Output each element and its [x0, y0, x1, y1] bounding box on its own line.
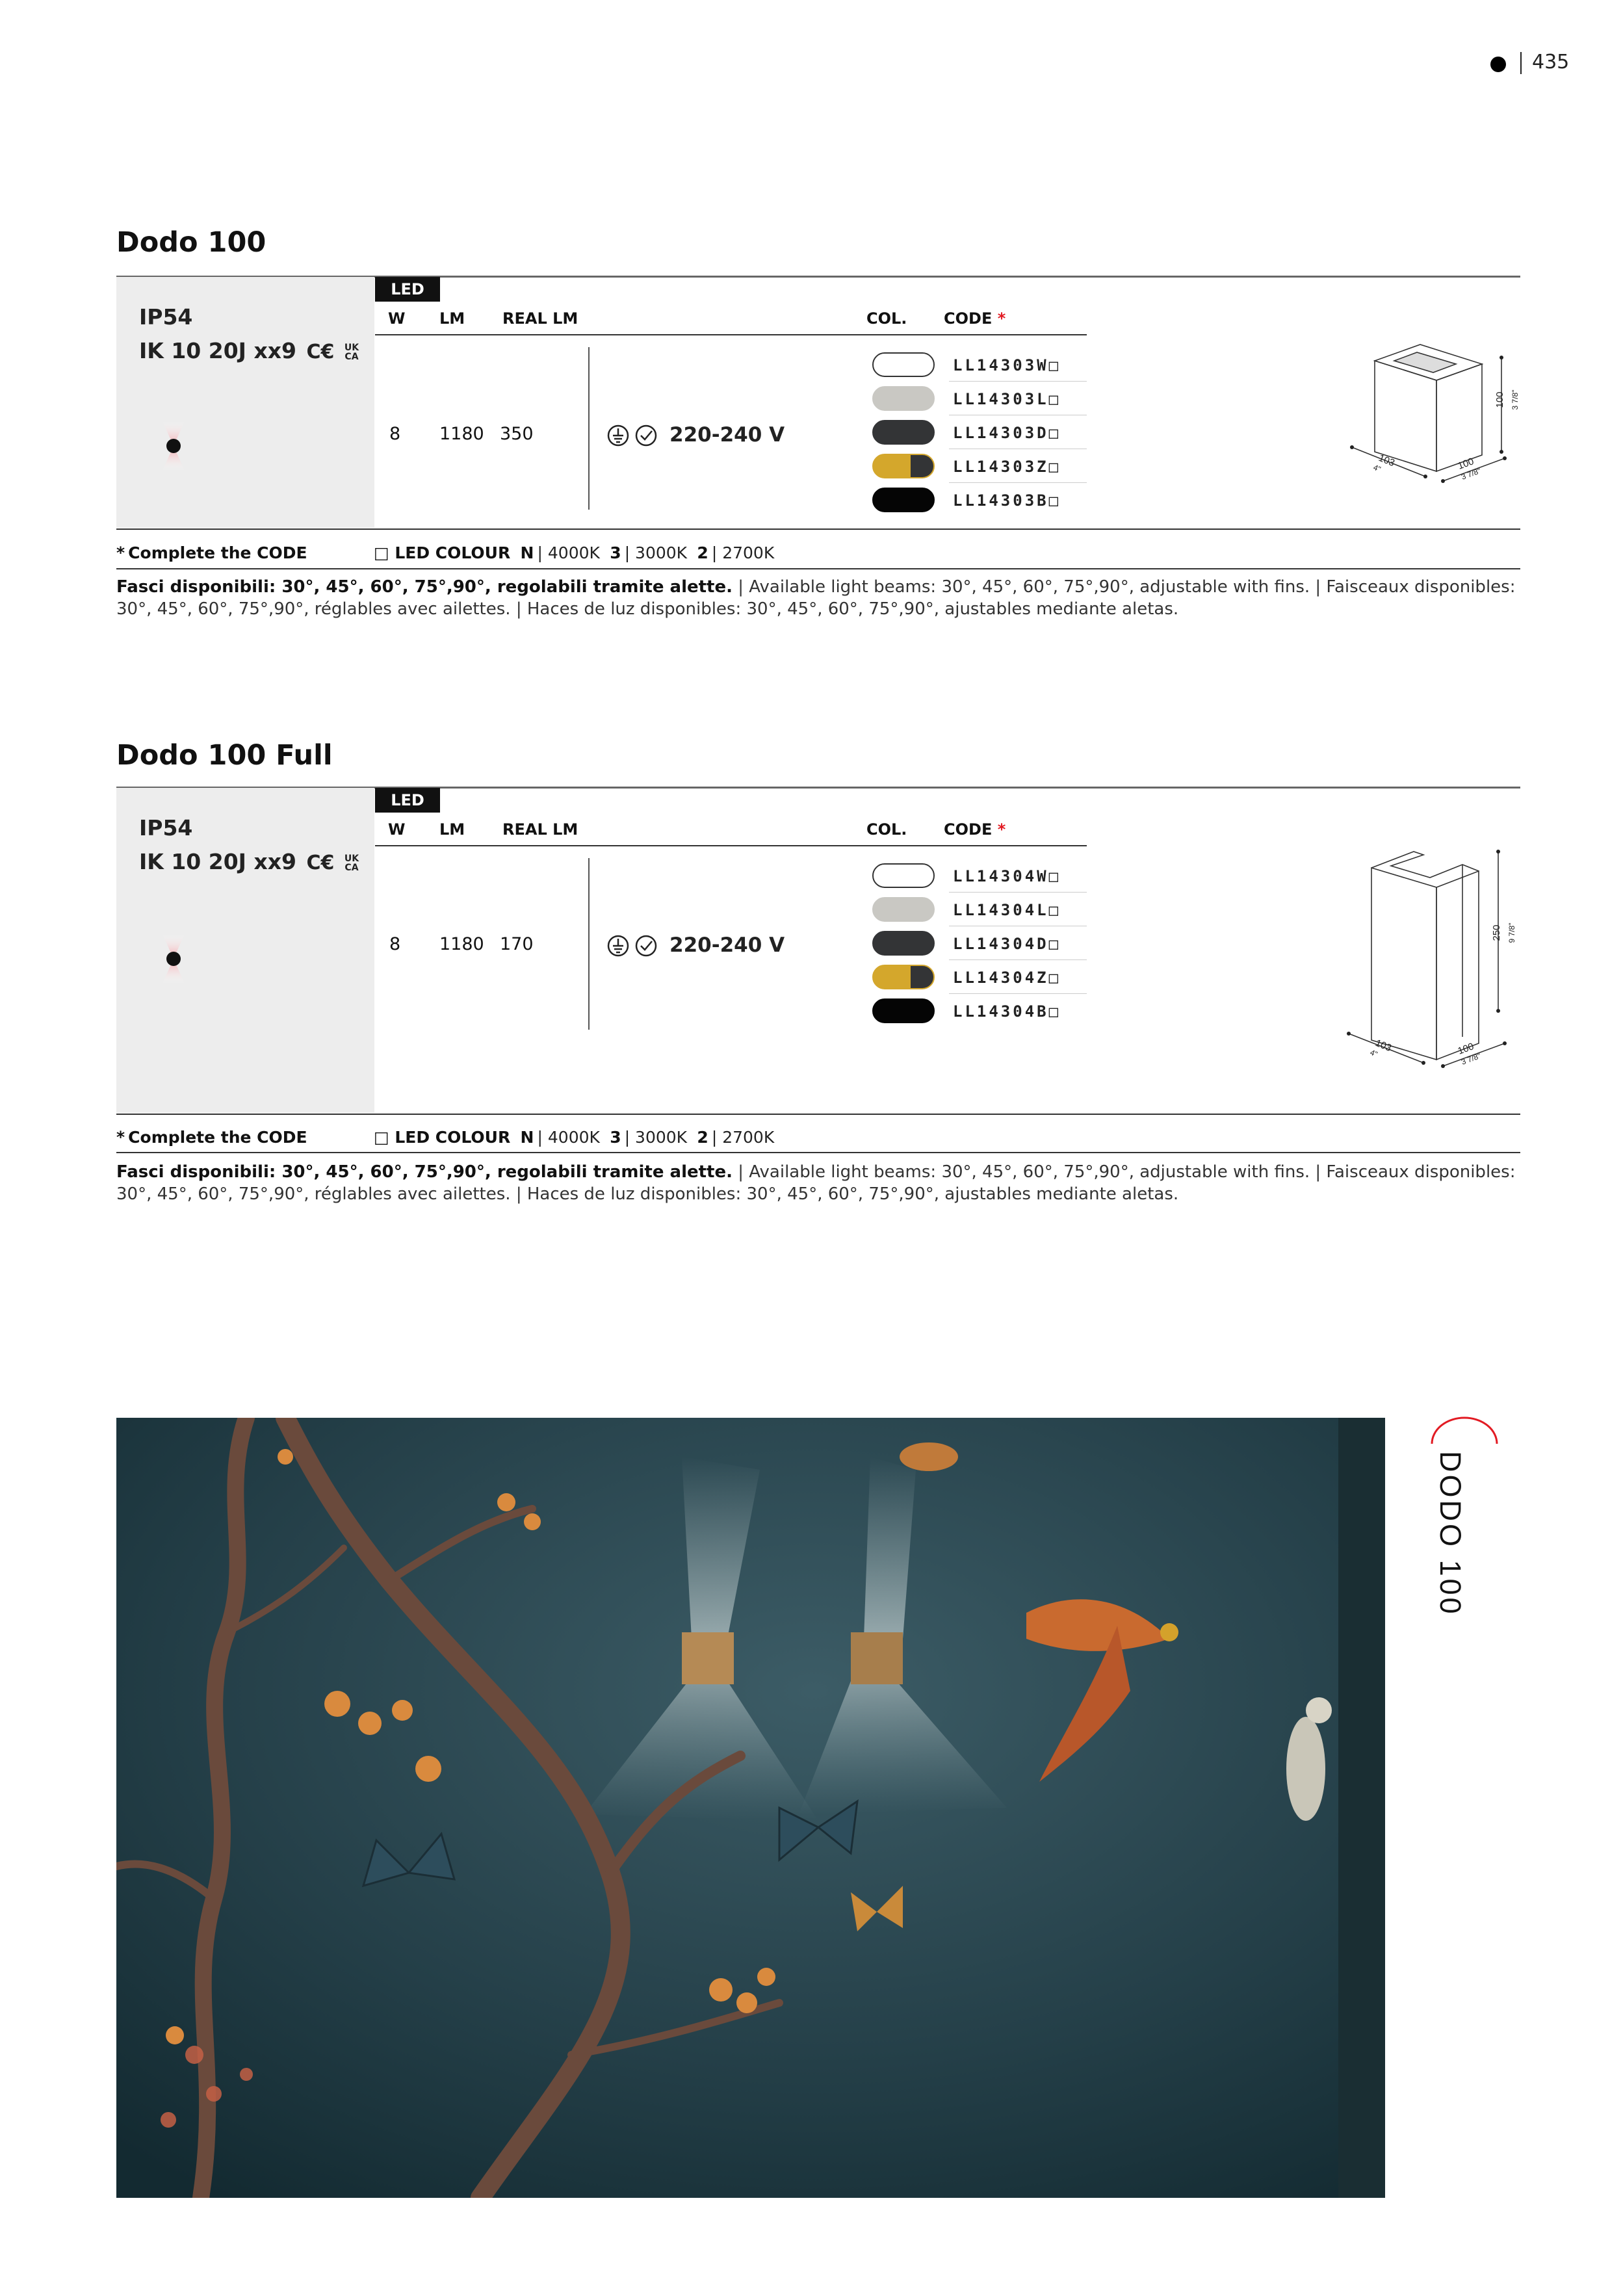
voltage: 220-240 V — [669, 423, 785, 447]
table-vline — [588, 347, 590, 510]
col-col-header: COL. — [866, 820, 907, 839]
ukca-mark-icon — [344, 854, 359, 872]
dim-height: 250 — [1491, 924, 1502, 941]
product-code: LL14304B□ — [953, 1002, 1061, 1021]
product-code: LL14303W□ — [953, 356, 1061, 374]
product-code: LL14303B□ — [953, 491, 1061, 510]
row-divider — [949, 381, 1087, 382]
table-vline — [588, 858, 590, 1030]
dim-width-in: 4" — [1371, 462, 1383, 474]
beam-note-translations: | Available light beams: 30°, 45°, 60°, 75°,90°, adjustable with fins. | Faisceaux disponibles: 30°, 45°, 60°, 75°,90°, réglables avec ailettes. | Haces de luz disponibles: 30°, 45°, 60°, 75°,90°, ajustables mediante aletas. — [116, 1162, 1516, 1204]
row-divider — [949, 482, 1087, 483]
swatch-black — [872, 488, 935, 512]
dim-width: 103 — [1373, 1037, 1394, 1054]
beam-note — [116, 1161, 1520, 1205]
option-3: 3 — [610, 543, 621, 562]
product-code: LL14303L□ — [953, 390, 1061, 408]
swatch-dark-grey — [872, 420, 935, 445]
side-title: DODO 100 — [1434, 1451, 1467, 1617]
swatch-light-grey — [872, 897, 935, 922]
section-title: Dodo 100 Full — [116, 739, 333, 772]
dim-height-in: 3 7/8" — [1511, 389, 1520, 410]
led-colour-footer — [374, 543, 774, 562]
star-icon: * — [997, 309, 1006, 328]
swatch-white — [872, 352, 935, 377]
ip-rating: IP54 — [139, 815, 193, 841]
section-divider — [116, 568, 1520, 569]
col-reallm-header: REAL LM — [502, 309, 578, 328]
dim-height-in: 9 7/8" — [1507, 922, 1516, 943]
ground-and-approval-icons — [607, 424, 659, 447]
ukca-bottom: CA — [344, 351, 359, 362]
led-badge: LED — [375, 277, 440, 302]
col-code-header — [944, 309, 1006, 328]
dim-depth-in: 3 7/8" — [1460, 1051, 1483, 1067]
row-divider — [949, 959, 1087, 960]
row-divider — [949, 993, 1087, 994]
dim-width-in: 4" — [1368, 1047, 1379, 1059]
option-3: 3 — [610, 1128, 621, 1147]
section-divider — [116, 1114, 1520, 1115]
product-code: LL14303D□ — [953, 424, 1061, 442]
ip-rating: IP54 — [139, 304, 193, 330]
code-label: CODE — [944, 820, 993, 839]
header-underline — [375, 845, 1087, 846]
lumen-value: 1180 — [439, 424, 484, 444]
section-title: Dodo 100 — [116, 226, 266, 259]
complete-code-label: Complete the CODE — [128, 543, 307, 562]
product-code: LL14304L□ — [953, 901, 1061, 919]
watt-value: 8 — [389, 424, 401, 444]
swatch-gold-dark — [872, 454, 935, 478]
dim-depth: 100 — [1456, 456, 1475, 472]
col-w-header: W — [388, 309, 406, 328]
code-label: CODE — [944, 309, 993, 328]
section-divider — [116, 528, 1520, 530]
star-icon: * — [116, 1128, 125, 1147]
lumen-value: 1180 — [439, 934, 484, 954]
page-separator — [1520, 52, 1522, 74]
product-photo — [116, 1418, 1385, 2198]
option-n: N — [520, 543, 534, 562]
option-n-value: | 4000K — [537, 543, 600, 562]
option-2-value: | 2700K — [711, 543, 775, 562]
star-icon: * — [997, 820, 1006, 839]
light-emission-icon — [157, 926, 190, 991]
swatch-white — [872, 863, 935, 888]
light-emission-icon — [157, 413, 190, 478]
product-code: LL14303Z□ — [953, 458, 1061, 476]
option-3-value: | 3000K — [624, 543, 688, 562]
ik-rating — [139, 338, 359, 363]
ukca-top: UK — [344, 342, 359, 353]
row-divider — [949, 892, 1087, 893]
led-colour-label: □ LED COLOUR — [374, 1128, 511, 1147]
beam-note-it: Fasci disponibili: 30°, 45°, 60°, 75°,90°, regolabili tramite alette. — [116, 1162, 733, 1182]
page-number: 435 — [1532, 51, 1570, 73]
product-code: LL14304Z□ — [953, 969, 1061, 987]
option-n: N — [520, 1128, 534, 1147]
led-badge: LED — [375, 788, 440, 813]
col-col-header: COL. — [866, 309, 907, 328]
option-3-value: | 3000K — [624, 1128, 688, 1147]
real-lumen-value: 170 — [500, 934, 534, 954]
col-lm-header: LM — [439, 820, 465, 839]
swatch-light-grey — [872, 386, 935, 411]
swatch-dark-grey — [872, 931, 935, 956]
ukca-bottom: CA — [344, 862, 359, 873]
led-colour-footer — [374, 1128, 774, 1147]
col-w-header: W — [388, 820, 406, 839]
option-2: 2 — [697, 543, 708, 562]
ukca-top: UK — [344, 853, 359, 864]
product-dimension-drawing — [1339, 826, 1521, 1086]
ik-text: IK 10 20J xx9 — [139, 849, 296, 874]
option-2: 2 — [697, 1128, 708, 1147]
beam-note-it: Fasci disponibili: 30°, 45°, 60°, 75°,90°, regolabili tramite alette. — [116, 577, 733, 597]
watt-value: 8 — [389, 934, 401, 954]
complete-code-footer — [116, 543, 307, 562]
product-code: LL14304W□ — [953, 867, 1061, 885]
complete-code-label: Complete the CODE — [128, 1128, 307, 1147]
page-dot-icon — [1490, 57, 1506, 72]
dim-depth: 100 — [1456, 1041, 1475, 1057]
col-code-header — [944, 820, 1006, 839]
col-reallm-header: REAL LM — [502, 820, 578, 839]
ukca-mark-icon — [344, 343, 359, 361]
col-lm-header: LM — [439, 309, 465, 328]
option-n-value: | 4000K — [537, 1128, 600, 1147]
product-code: LL14304D□ — [953, 935, 1061, 953]
ik-text: IK 10 20J xx9 — [139, 338, 296, 363]
header-underline — [375, 334, 1087, 335]
dim-depth-in: 3 7/8" — [1460, 466, 1483, 482]
beam-note — [116, 576, 1520, 620]
product-dimension-drawing — [1339, 325, 1521, 488]
dim-height: 100 — [1494, 391, 1505, 408]
complete-code-footer — [116, 1128, 307, 1147]
real-lumen-value: 350 — [500, 424, 534, 444]
ik-rating — [139, 849, 359, 874]
option-2-value: | 2700K — [711, 1128, 775, 1147]
voltage: 220-240 V — [669, 933, 785, 957]
led-colour-label: □ LED COLOUR — [374, 543, 511, 562]
dim-width: 103 — [1377, 452, 1397, 469]
side-title-arc-icon — [1425, 1415, 1503, 1447]
section-divider — [116, 1152, 1520, 1153]
swatch-gold-dark — [872, 965, 935, 989]
star-icon: * — [116, 543, 125, 562]
beam-note-translations: | Available light beams: 30°, 45°, 60°, 75°,90°, adjustable with fins. | Faisceaux disponibles: 30°, 45°, 60°, 75°,90°, réglables avec ailettes. | Haces de luz disponibles: 30°, 45°, 60°, 75°,90°, ajustables mediante aletas. — [116, 577, 1516, 619]
ground-and-approval-icons — [607, 934, 659, 958]
swatch-black — [872, 998, 935, 1023]
ce-mark-icon: C€ — [306, 341, 335, 363]
ce-mark-icon: C€ — [306, 852, 335, 874]
